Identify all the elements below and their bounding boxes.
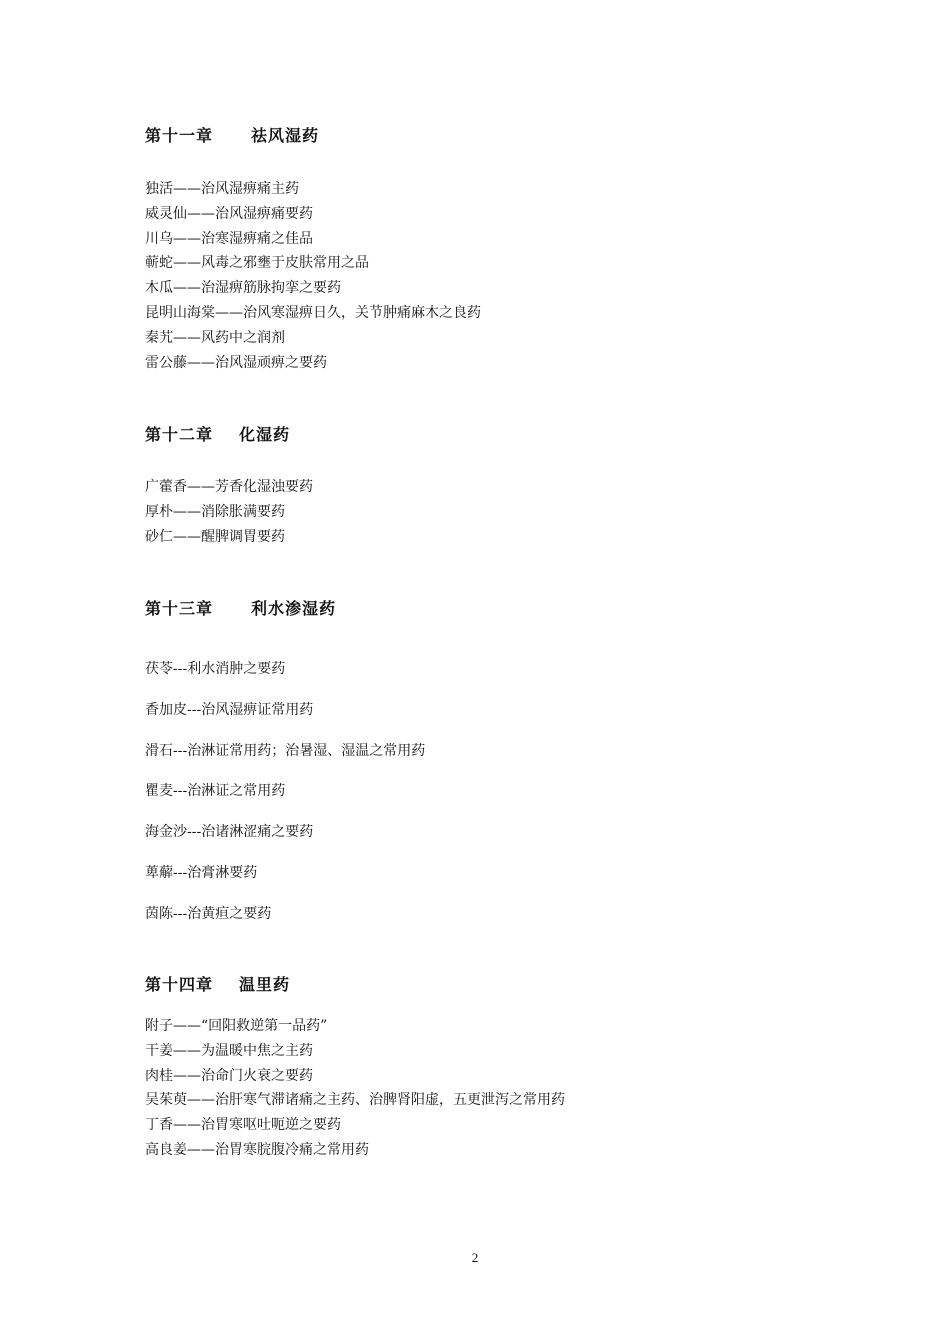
herb-list [145, 1014, 845, 1163]
chapter-heading [145, 597, 845, 621]
herb-entry: 滑石---治淋证常用药；治暑湿、湿温之常用药 [145, 742, 426, 759]
chapter-number: 第十一章 [145, 126, 214, 145]
herb-entry: 雷公藤——治风湿顽痹之要药 [145, 354, 327, 371]
herb-entry: 昆明山海棠——治风寒湿痹日久，关节肿痛麻木之良药 [145, 304, 481, 321]
herb-entry: 木瓜——治湿痹筋脉拘挛之要药 [145, 280, 341, 297]
chapter-heading [145, 973, 845, 997]
chapter-heading [145, 423, 845, 447]
herb-entry: 丁香——治胃寒呕吐呃逆之要药 [145, 1117, 341, 1134]
page-number: 2 [471, 1250, 479, 1265]
herb-entry: 干姜——为温暖中焦之主药 [145, 1042, 313, 1059]
herb-entry: 砂仁——醒脾调胃要药 [145, 528, 285, 545]
herb-list [145, 649, 845, 935]
herb-entry: 独活——治风湿痹痛主药 [145, 181, 299, 197]
herb-entry: 川乌——治寒湿痹痛之佳品 [145, 230, 313, 247]
herb-entry: 高良姜——治胃寒脘腹冷痛之常用药 [145, 1141, 369, 1158]
herb-entry: 肉桂——治命门火衰之要药 [145, 1067, 313, 1084]
chapter-title: 化湿药 [239, 425, 291, 444]
herb-list [145, 177, 845, 375]
herb-entry: 附子——“回阳救逆第一品药” [145, 1018, 328, 1034]
herb-entry: 茵陈---治黄疸之要药 [145, 905, 272, 922]
chapter-title: 温里药 [239, 975, 291, 994]
herb-entry: 广藿香——芳香化湿浊要药 [145, 479, 313, 495]
herb-list [145, 475, 845, 549]
herb-entry: 萆薢---治膏淋要药 [145, 864, 258, 881]
herb-entry: 秦艽——风药中之润剂 [145, 329, 285, 346]
herb-entry: 瞿麦---治淋证之常用药 [145, 783, 286, 800]
herb-entry: 威灵仙——治风湿痹痛要药 [145, 205, 313, 222]
chapter-13 [145, 597, 845, 935]
chapter-title: 祛风湿药 [251, 126, 320, 145]
chapter-number: 第十三章 [145, 599, 214, 618]
chapter-11 [145, 124, 845, 375]
chapter-heading [145, 124, 845, 148]
herb-entry: 厚朴——消除胀满要药 [145, 503, 285, 520]
herb-entry: 茯苓---利水消肿之要药 [145, 661, 286, 677]
herb-entry: 吴茱萸——治肝寒气滞诸痛之主药、治脾肾阳虚，五更泄泻之常用药 [145, 1092, 565, 1109]
chapter-12 [145, 423, 845, 549]
herb-entry: 蕲蛇——风毒之邪壅于皮肤常用之品 [145, 255, 369, 272]
chapter-title: 利水渗湿药 [251, 599, 337, 618]
herb-entry: 香加皮---治风湿痹证常用药 [145, 701, 314, 718]
chapter-14 [145, 973, 845, 1163]
chapter-number: 第十二章 [145, 425, 214, 444]
chapter-number: 第十四章 [145, 975, 214, 994]
herb-entry: 海金沙---治诸淋涩痛之要药 [145, 824, 314, 841]
